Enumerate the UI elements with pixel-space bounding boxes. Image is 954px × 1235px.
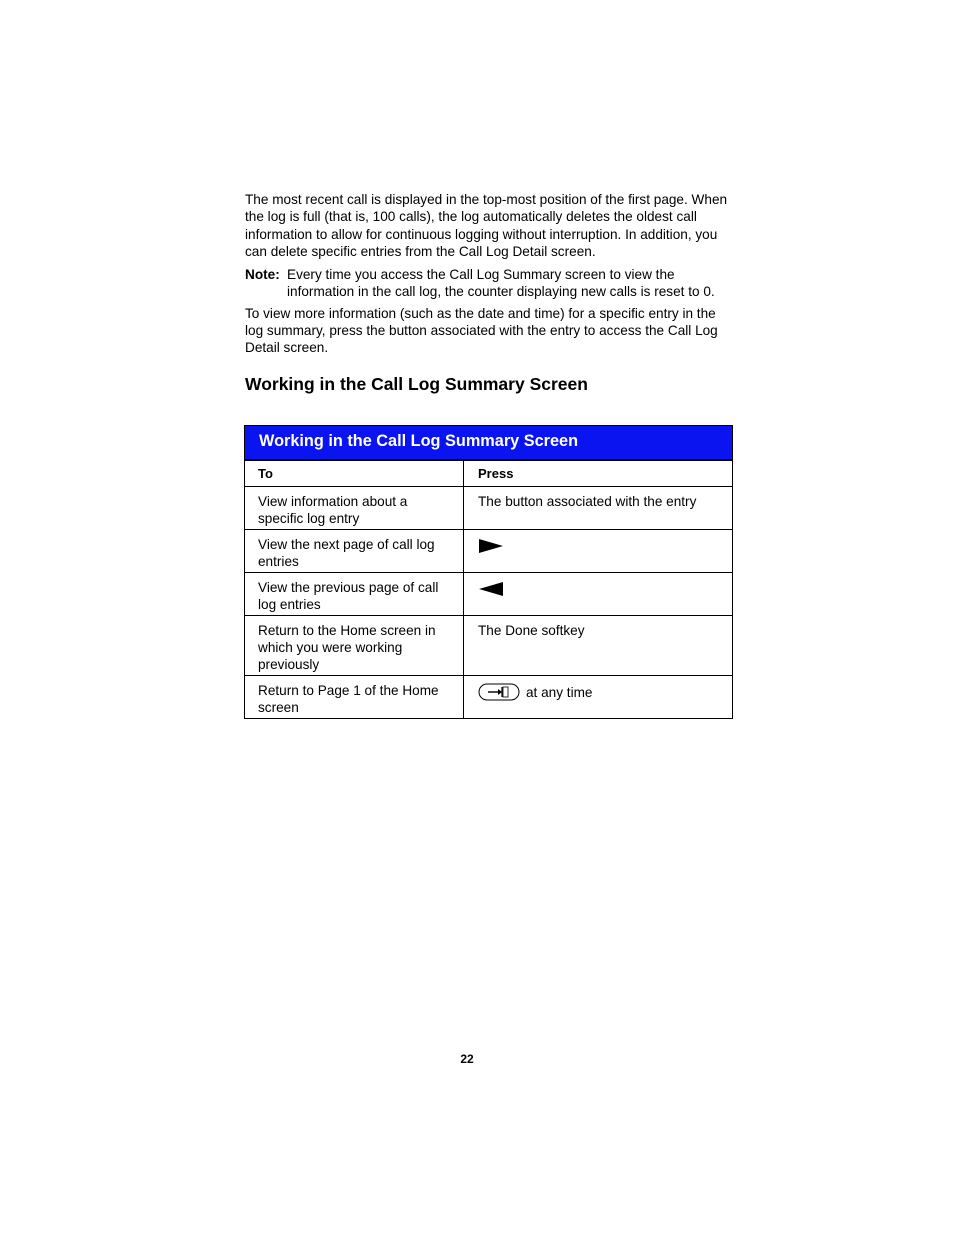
table-row xyxy=(245,529,732,572)
header-press: Press xyxy=(478,466,514,481)
table-row xyxy=(245,675,732,718)
cell-press-text: at any time xyxy=(526,684,593,700)
cell-press xyxy=(464,573,732,615)
home-key-icon xyxy=(478,682,520,702)
note xyxy=(245,266,735,301)
paragraph-view-more: To view more information (such as the date and time) for a specific entry in the log summary, press the button associated with the entry to access the Call Log Detail screen. xyxy=(245,305,718,356)
note-text: Every time you access the Call Log Summary screen to view the information in the call log, the counter displaying new calls is reset to 0. xyxy=(287,267,715,300)
body-text xyxy=(245,191,735,357)
note-label: Note: xyxy=(245,267,280,283)
left-arrow-icon xyxy=(478,581,504,597)
table-header-row xyxy=(245,460,732,486)
cell-press: The button associated with the entry xyxy=(478,494,697,509)
cell-to: Return to Page 1 of the Home screen xyxy=(245,676,464,718)
cell-press: The Done softkey xyxy=(478,623,585,638)
table-row xyxy=(245,486,732,529)
header-to: To xyxy=(245,461,464,486)
cell-to: View the previous page of call log entries xyxy=(245,573,464,615)
cell-press xyxy=(464,676,732,718)
section-heading: Working in the Call Log Summary Screen xyxy=(245,374,588,394)
call-log-summary-table xyxy=(244,425,733,719)
table-row xyxy=(245,572,732,615)
paragraph-log-behavior: The most recent call is displayed in the top-most position of the first page. When the log is full (that is, 100 calls), the log automatically deletes the oldest call information to allow for continuous logging without interruption. In addition, you can delete specific entries from the Call Log Detail screen. xyxy=(245,192,728,259)
right-arrow-icon xyxy=(478,538,504,554)
table-row xyxy=(245,615,732,675)
page-number: 22 xyxy=(460,1052,474,1066)
home-key-group xyxy=(478,682,593,702)
cell-to: View the next page of call log entries xyxy=(245,530,464,572)
cell-press xyxy=(464,530,732,572)
table-title: Working in the Call Log Summary Screen xyxy=(245,426,732,460)
cell-to: Return to the Home screen in which you were working previously xyxy=(245,616,464,675)
cell-to: View information about a specific log entry xyxy=(245,487,464,529)
